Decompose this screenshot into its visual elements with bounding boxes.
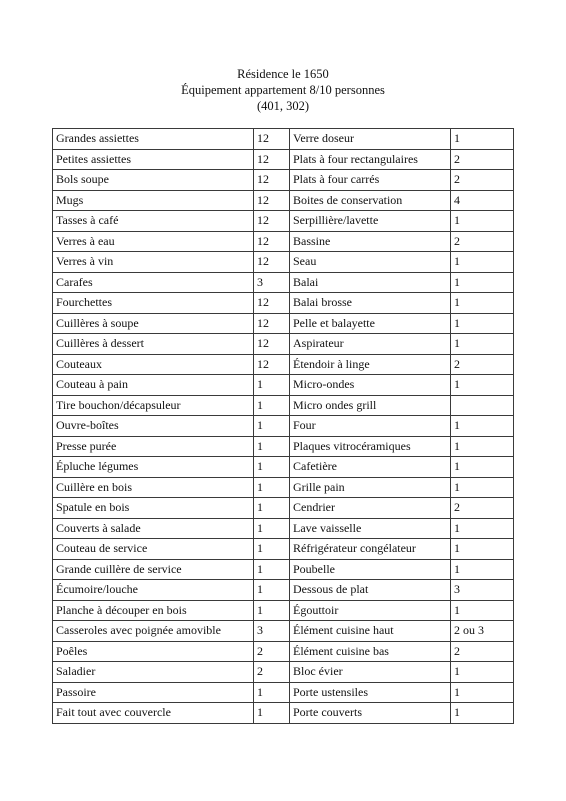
item-quantity-cell: 2 — [451, 231, 514, 252]
item-quantity-cell: 1 — [254, 498, 290, 519]
item-quantity-cell: 1 — [451, 416, 514, 437]
table-row — [53, 600, 514, 621]
item-quantity-cell: 2 — [451, 641, 514, 662]
item-name-cell: Réfrigérateur congélateur — [290, 539, 451, 560]
equipment-subtitle: Équipement appartement 8/10 personnes — [181, 83, 385, 97]
item-name-cell: Aspirateur — [290, 334, 451, 355]
item-name-cell: Plats à four rectangulaires — [290, 149, 451, 170]
table-row — [53, 129, 514, 150]
item-quantity-cell: 1 — [254, 682, 290, 703]
item-name-cell: Couteau de service — [53, 539, 254, 560]
table-row — [53, 375, 514, 396]
table-row — [53, 313, 514, 334]
item-quantity-cell: 1 — [254, 600, 290, 621]
table-row — [53, 252, 514, 273]
table-row — [53, 498, 514, 519]
item-name-cell: Planche à découper en bois — [53, 600, 254, 621]
item-name-cell: Presse purée — [53, 436, 254, 457]
item-quantity-cell: 12 — [254, 170, 290, 191]
table-row — [53, 395, 514, 416]
item-quantity-cell: 12 — [254, 252, 290, 273]
residence-title: Résidence le 1650 — [237, 67, 329, 81]
item-quantity-cell: 1 — [254, 375, 290, 396]
item-quantity-cell: 1 — [254, 703, 290, 724]
table-row — [53, 662, 514, 683]
table-row — [53, 703, 514, 724]
item-quantity-cell — [451, 395, 514, 416]
item-quantity-cell: 1 — [451, 334, 514, 355]
item-name-cell: Couteaux — [53, 354, 254, 375]
item-quantity-cell: 1 — [451, 477, 514, 498]
item-quantity-cell: 2 — [451, 354, 514, 375]
table-row — [53, 293, 514, 314]
item-quantity-cell: 1 — [451, 682, 514, 703]
item-name-cell: Couverts à salade — [53, 518, 254, 539]
item-quantity-cell: 1 — [451, 211, 514, 232]
table-row — [53, 539, 514, 560]
table-row — [53, 170, 514, 191]
item-quantity-cell: 2 ou 3 — [451, 621, 514, 642]
item-quantity-cell: 2 — [451, 149, 514, 170]
item-name-cell: Saladier — [53, 662, 254, 683]
item-name-cell: Micro ondes grill — [290, 395, 451, 416]
item-quantity-cell: 2 — [254, 641, 290, 662]
item-name-cell: Boites de conservation — [290, 190, 451, 211]
item-name-cell: Ouvre-boîtes — [53, 416, 254, 437]
item-quantity-cell: 1 — [451, 662, 514, 683]
item-name-cell: Grille pain — [290, 477, 451, 498]
table-row — [53, 518, 514, 539]
item-quantity-cell: 1 — [451, 539, 514, 560]
item-quantity-cell: 1 — [451, 252, 514, 273]
item-name-cell: Poêles — [53, 641, 254, 662]
item-name-cell: Élément cuisine haut — [290, 621, 451, 642]
item-quantity-cell: 1 — [254, 539, 290, 560]
table-row — [53, 477, 514, 498]
item-name-cell: Verres à eau — [53, 231, 254, 252]
item-name-cell: Plats à four carrés — [290, 170, 451, 191]
item-name-cell: Micro-ondes — [290, 375, 451, 396]
item-quantity-cell: 1 — [451, 559, 514, 580]
item-name-cell: Porte ustensiles — [290, 682, 451, 703]
document-header — [0, 66, 566, 114]
table-row — [53, 272, 514, 293]
table-row — [53, 621, 514, 642]
item-quantity-cell: 1 — [254, 416, 290, 437]
item-quantity-cell: 1 — [254, 395, 290, 416]
item-name-cell: Spatule en bois — [53, 498, 254, 519]
item-quantity-cell: 1 — [451, 436, 514, 457]
item-quantity-cell: 1 — [254, 457, 290, 478]
item-quantity-cell: 12 — [254, 190, 290, 211]
item-name-cell: Four — [290, 416, 451, 437]
item-name-cell: Tire bouchon/décapsuleur — [53, 395, 254, 416]
item-quantity-cell: 12 — [254, 354, 290, 375]
item-quantity-cell: 1 — [254, 436, 290, 457]
table-row — [53, 436, 514, 457]
item-name-cell: Égouttoir — [290, 600, 451, 621]
item-quantity-cell: 1 — [451, 600, 514, 621]
item-quantity-cell: 12 — [254, 211, 290, 232]
item-quantity-cell: 1 — [451, 129, 514, 150]
item-name-cell: Serpillière/lavette — [290, 211, 451, 232]
item-name-cell: Épluche légumes — [53, 457, 254, 478]
item-name-cell: Tasses à café — [53, 211, 254, 232]
item-name-cell: Casseroles avec poignée amovible — [53, 621, 254, 642]
item-quantity-cell: 12 — [254, 231, 290, 252]
item-quantity-cell: 12 — [254, 313, 290, 334]
item-name-cell: Fourchettes — [53, 293, 254, 314]
item-name-cell: Poubelle — [290, 559, 451, 580]
item-quantity-cell: 1 — [254, 518, 290, 539]
item-name-cell: Passoire — [53, 682, 254, 703]
item-name-cell: Mugs — [53, 190, 254, 211]
item-quantity-cell: 1 — [254, 559, 290, 580]
item-quantity-cell: 1 — [451, 375, 514, 396]
item-name-cell: Fait tout avec couvercle — [53, 703, 254, 724]
item-quantity-cell: 3 — [254, 272, 290, 293]
item-quantity-cell: 1 — [451, 293, 514, 314]
item-name-cell: Cafetière — [290, 457, 451, 478]
item-name-cell: Écumoire/louche — [53, 580, 254, 601]
item-name-cell: Porte couverts — [290, 703, 451, 724]
item-quantity-cell: 2 — [451, 170, 514, 191]
table-row — [53, 231, 514, 252]
item-quantity-cell: 2 — [451, 498, 514, 519]
item-name-cell: Balai — [290, 272, 451, 293]
item-quantity-cell: 2 — [254, 662, 290, 683]
item-name-cell: Seau — [290, 252, 451, 273]
table-row — [53, 580, 514, 601]
item-quantity-cell: 1 — [254, 477, 290, 498]
item-name-cell: Cuillères à dessert — [53, 334, 254, 355]
apartment-numbers: (401, 302) — [256, 99, 310, 113]
table-row — [53, 190, 514, 211]
item-quantity-cell: 1 — [254, 580, 290, 601]
item-name-cell: Étendoir à linge — [290, 354, 451, 375]
table-row — [53, 641, 514, 662]
item-name-cell: Pelle et balayette — [290, 313, 451, 334]
item-name-cell: Cendrier — [290, 498, 451, 519]
item-name-cell: Cuillère en bois — [53, 477, 254, 498]
item-quantity-cell: 1 — [451, 313, 514, 334]
item-quantity-cell: 1 — [451, 457, 514, 478]
item-name-cell: Balai brosse — [290, 293, 451, 314]
table-row — [53, 457, 514, 478]
item-name-cell: Lave vaisselle — [290, 518, 451, 539]
item-name-cell: Bloc évier — [290, 662, 451, 683]
table-row — [53, 559, 514, 580]
table-row — [53, 149, 514, 170]
table-row — [53, 416, 514, 437]
equipment-table-body — [53, 129, 514, 724]
item-name-cell: Verre doseur — [290, 129, 451, 150]
item-quantity-cell: 1 — [451, 518, 514, 539]
table-row — [53, 211, 514, 232]
item-name-cell: Verres à vin — [53, 252, 254, 273]
item-name-cell: Grande cuillère de service — [53, 559, 254, 580]
equipment-table — [52, 128, 514, 724]
table-row — [53, 354, 514, 375]
item-name-cell: Carafes — [53, 272, 254, 293]
item-name-cell: Grandes assiettes — [53, 129, 254, 150]
item-name-cell: Dessous de plat — [290, 580, 451, 601]
item-name-cell: Bassine — [290, 231, 451, 252]
table-row — [53, 682, 514, 703]
item-name-cell: Petites assiettes — [53, 149, 254, 170]
item-quantity-cell: 4 — [451, 190, 514, 211]
item-quantity-cell: 12 — [254, 129, 290, 150]
item-name-cell: Élément cuisine bas — [290, 641, 451, 662]
item-quantity-cell: 1 — [451, 703, 514, 724]
item-quantity-cell: 1 — [451, 272, 514, 293]
item-name-cell: Cuillères à soupe — [53, 313, 254, 334]
item-quantity-cell: 3 — [451, 580, 514, 601]
table-row — [53, 334, 514, 355]
item-quantity-cell: 12 — [254, 334, 290, 355]
item-name-cell: Bols soupe — [53, 170, 254, 191]
item-name-cell: Couteau à pain — [53, 375, 254, 396]
item-quantity-cell: 3 — [254, 621, 290, 642]
item-quantity-cell: 12 — [254, 293, 290, 314]
item-name-cell: Plaques vitrocéramiques — [290, 436, 451, 457]
item-quantity-cell: 12 — [254, 149, 290, 170]
